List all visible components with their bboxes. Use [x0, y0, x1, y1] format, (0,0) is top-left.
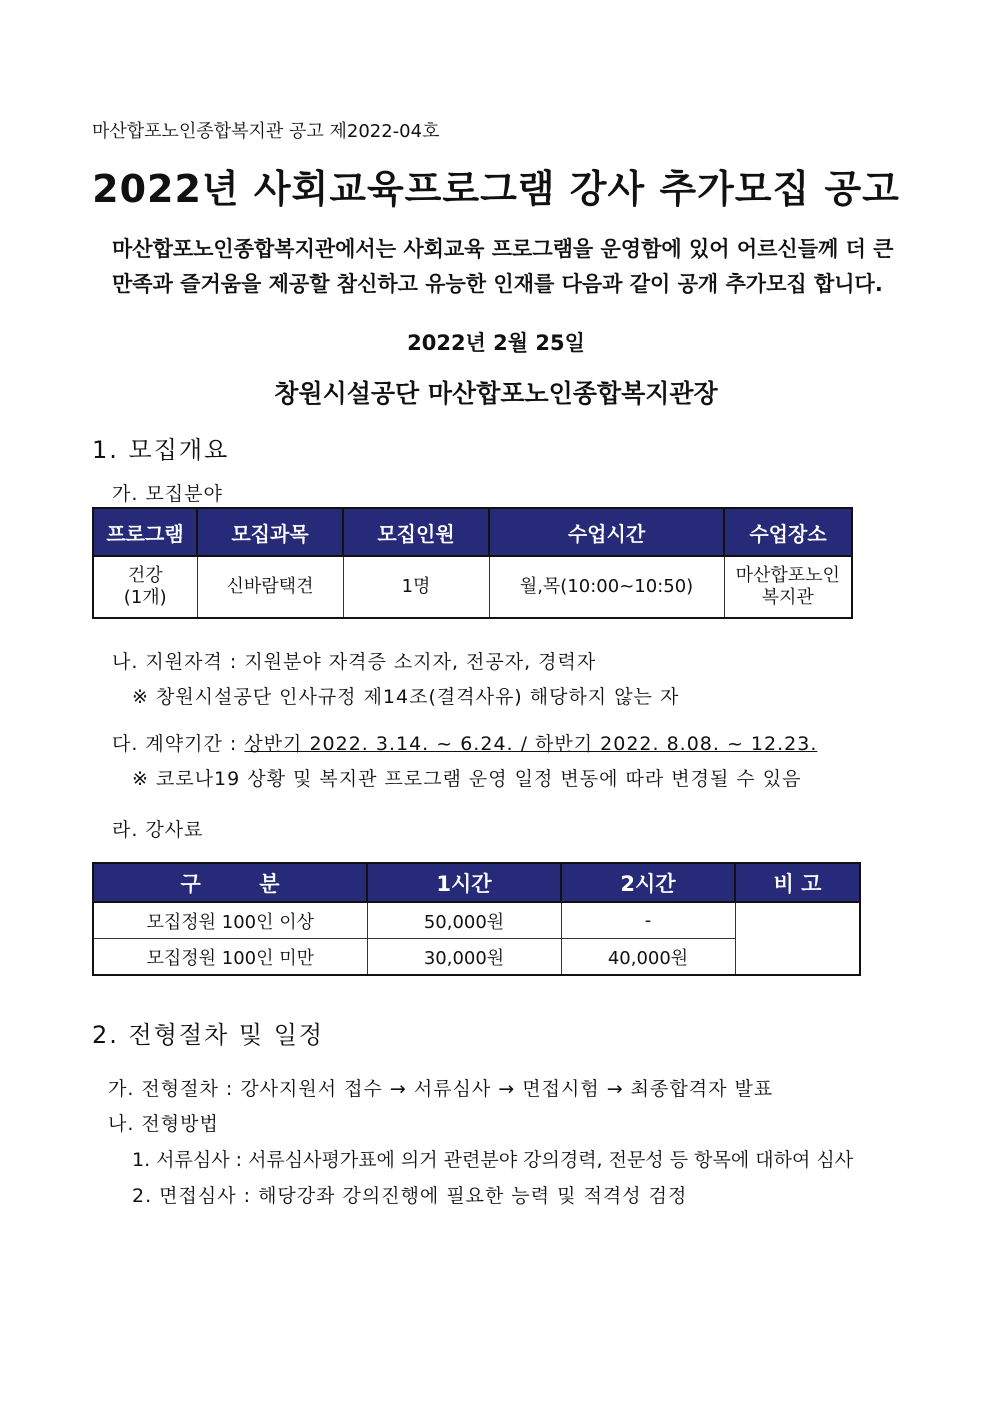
table-row: [93, 556, 852, 618]
cell-1hour: 30,000원: [367, 939, 561, 976]
cell-count: 1명: [343, 556, 489, 618]
header-subject: 모집과목: [197, 508, 343, 556]
interview-review: 2. 면접심사 : 해당강좌 강의진행에 필요한 능력 및 적격성 검정: [132, 1185, 688, 1207]
header-remarks: 비 고: [735, 863, 860, 902]
section-1-heading: 1. 모집개요: [92, 436, 230, 464]
intro-line-1: 마산합포노인종합복지관에서는 사회교육 프로그램을 운영함에 있어 어르신들께 더 큰: [112, 237, 894, 261]
header-count: 모집인원: [343, 508, 489, 556]
intro-line-2: 만족과 즐거움을 제공할 참신하고 유능한 인재를 다음과 같이 공개 추가모집 합니다.: [112, 272, 883, 296]
header-2hour: 2시간: [561, 863, 735, 902]
lecture-fee-label: 라. 강사료: [112, 819, 204, 841]
cell-subject: 신바람택견: [197, 556, 343, 618]
contract-period: [112, 729, 817, 756]
header-time: 수업시간: [489, 508, 724, 556]
recruit-field-table: [92, 507, 853, 619]
section-2-heading: 2. 전형절차 및 일정: [92, 1021, 325, 1049]
contract-period-label: 다. 계약기간 :: [112, 733, 245, 755]
document-title: 2022년 사회교육프로그램 강사 추가모집 공고: [92, 167, 900, 211]
cell-2hour: -: [561, 902, 735, 939]
place-line-1: 마산합포노인: [735, 565, 840, 586]
recruit-field-label: 가. 모집분야: [112, 483, 223, 505]
header-place: 수업장소: [724, 508, 852, 556]
cell-program: [93, 556, 197, 618]
header-category: 구 분: [93, 863, 367, 902]
cell-category: 모집정원 100인 이상: [93, 902, 367, 939]
table-header-row: [93, 508, 852, 556]
table-header-row: [93, 863, 860, 902]
program-name: 건강: [127, 565, 163, 586]
lecture-fee-table: [92, 862, 861, 976]
cell-time: 월,목(10:00~10:50): [489, 556, 724, 618]
document-review: 1. 서류심사 : 서류심사평가표에 의거 관련분야 강의경력, 전문성 등 항목에 대하여 심사: [132, 1149, 854, 1171]
program-count: (1개): [123, 587, 167, 608]
contract-period-dates: 상반기 2022. 3.14. ~ 6.24. / 하반기 2022. 8.08. ~ 12.23.: [244, 733, 818, 755]
contract-period-note: ※ 코로나19 상황 및 복지관 프로그램 운영 일정 변동에 따라 변경될 수 있음: [132, 768, 802, 790]
header-program: 프로그램: [93, 508, 197, 556]
table-row: [93, 902, 860, 939]
notice-number: 마산합포노인종합복지관 공고 제2022-04호: [92, 121, 440, 142]
selection-method-label: 나. 전형방법: [108, 1113, 219, 1135]
notice-date: 2022년 2월 25일: [407, 331, 585, 355]
qualification: 나. 지원자격 : 지원분야 자격증 소지자, 전공자, 경력자: [112, 651, 597, 673]
cell-remarks: [735, 902, 860, 975]
selection-procedure: 가. 전형절차 : 강사지원서 접수 → 서류심사 → 면접시험 → 최종합격자 발표: [108, 1078, 774, 1100]
cell-place: [724, 556, 852, 618]
cell-2hour: 40,000원: [561, 939, 735, 976]
qualification-note: ※ 창원시설공단 인사규정 제14조(결격사유) 해당하지 않는 자: [132, 686, 680, 708]
cell-category: 모집정원 100인 미만: [93, 939, 367, 976]
place-line-2: 복지관: [761, 587, 814, 608]
header-1hour: 1시간: [367, 863, 561, 902]
issuer: 창원시설공단 마산합포노인종합복지관장: [274, 379, 718, 408]
cell-1hour: 50,000원: [367, 902, 561, 939]
